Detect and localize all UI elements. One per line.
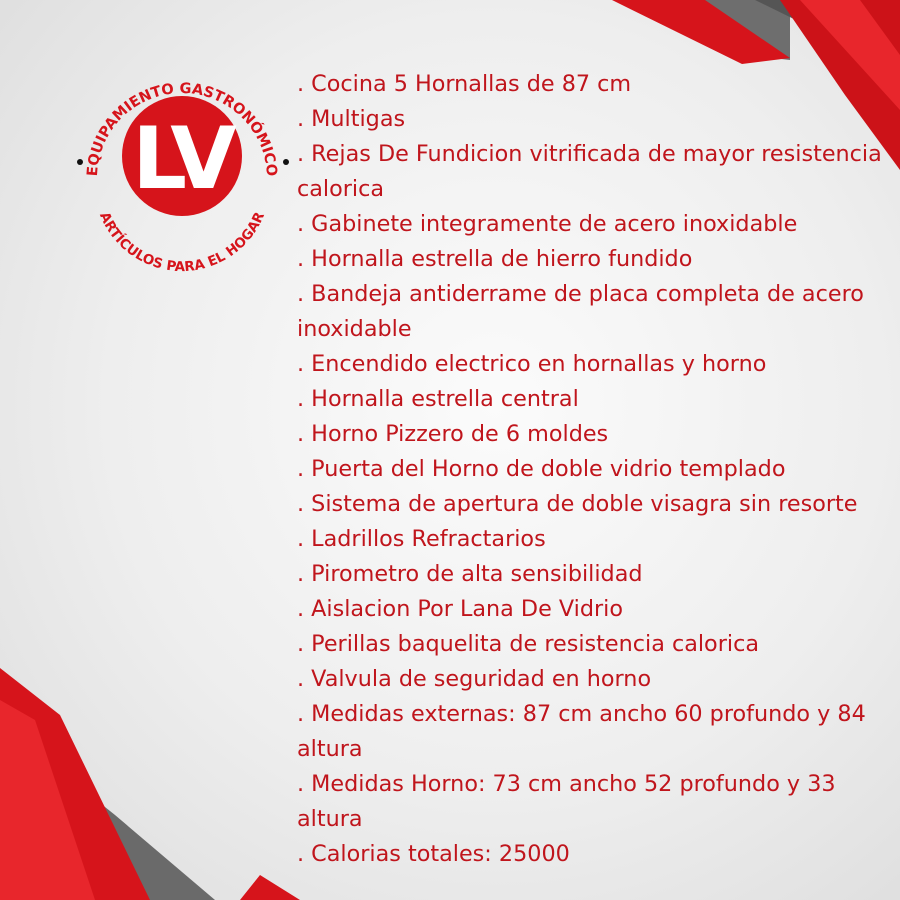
feature-item: . Medidas externas: 87 cm ancho 60 profundo y 84 altura bbox=[297, 701, 866, 762]
feature-item: . Bandeja antiderrame de placa completa de acero inoxidable bbox=[297, 281, 864, 342]
ribbon-red-bottom-right bbox=[240, 875, 300, 900]
feature-item: . Perillas baquelita de resistencia calorica bbox=[297, 631, 759, 657]
lv-logo bbox=[60, 38, 300, 278]
feature-item: . Sistema de apertura de doble visagra sin resorte bbox=[297, 491, 858, 517]
feature-item: . Encendido electrico en hornallas y horno bbox=[297, 351, 767, 377]
logo-top-text: EQUIPAMIENTO GASTRONÓMICO bbox=[84, 80, 280, 177]
feature-item: . Gabinete integramente de acero inoxidable bbox=[297, 211, 798, 237]
feature-item: . Valvula de seguridad en horno bbox=[297, 666, 652, 692]
feature-list bbox=[297, 67, 897, 872]
feature-item: . Rejas De Fundicion vitrificada de mayor resistencia calorica bbox=[297, 141, 882, 202]
feature-item: . Puerta del Horno de doble vidrio templado bbox=[297, 456, 786, 482]
feature-item: . Pirometro de alta sensibilidad bbox=[297, 561, 643, 587]
logo-bottom-text: ARTÍCULOS PARA EL HOGAR bbox=[96, 209, 268, 276]
feature-item: . Horno Pizzero de 6 moldes bbox=[297, 421, 609, 447]
feature-item: . Hornalla estrella de hierro fundido bbox=[297, 246, 693, 272]
logo-initials: LV bbox=[132, 109, 232, 209]
feature-item: . Cocina 5 Hornallas de 87 cm bbox=[297, 71, 632, 97]
logo-dot-left bbox=[77, 159, 83, 165]
logo-dot-right bbox=[283, 159, 289, 165]
feature-item: . Calorias totales: 25000 bbox=[297, 841, 570, 867]
feature-item: . Multigas bbox=[297, 106, 406, 132]
feature-item: . Medidas Horno: 73 cm ancho 52 profundo y 33 altura bbox=[297, 771, 836, 832]
feature-item: . Ladrillos Refractarios bbox=[297, 526, 546, 552]
feature-item: . Hornalla estrella central bbox=[297, 386, 579, 412]
feature-item: . Aislacion Por Lana De Vidrio bbox=[297, 596, 624, 622]
